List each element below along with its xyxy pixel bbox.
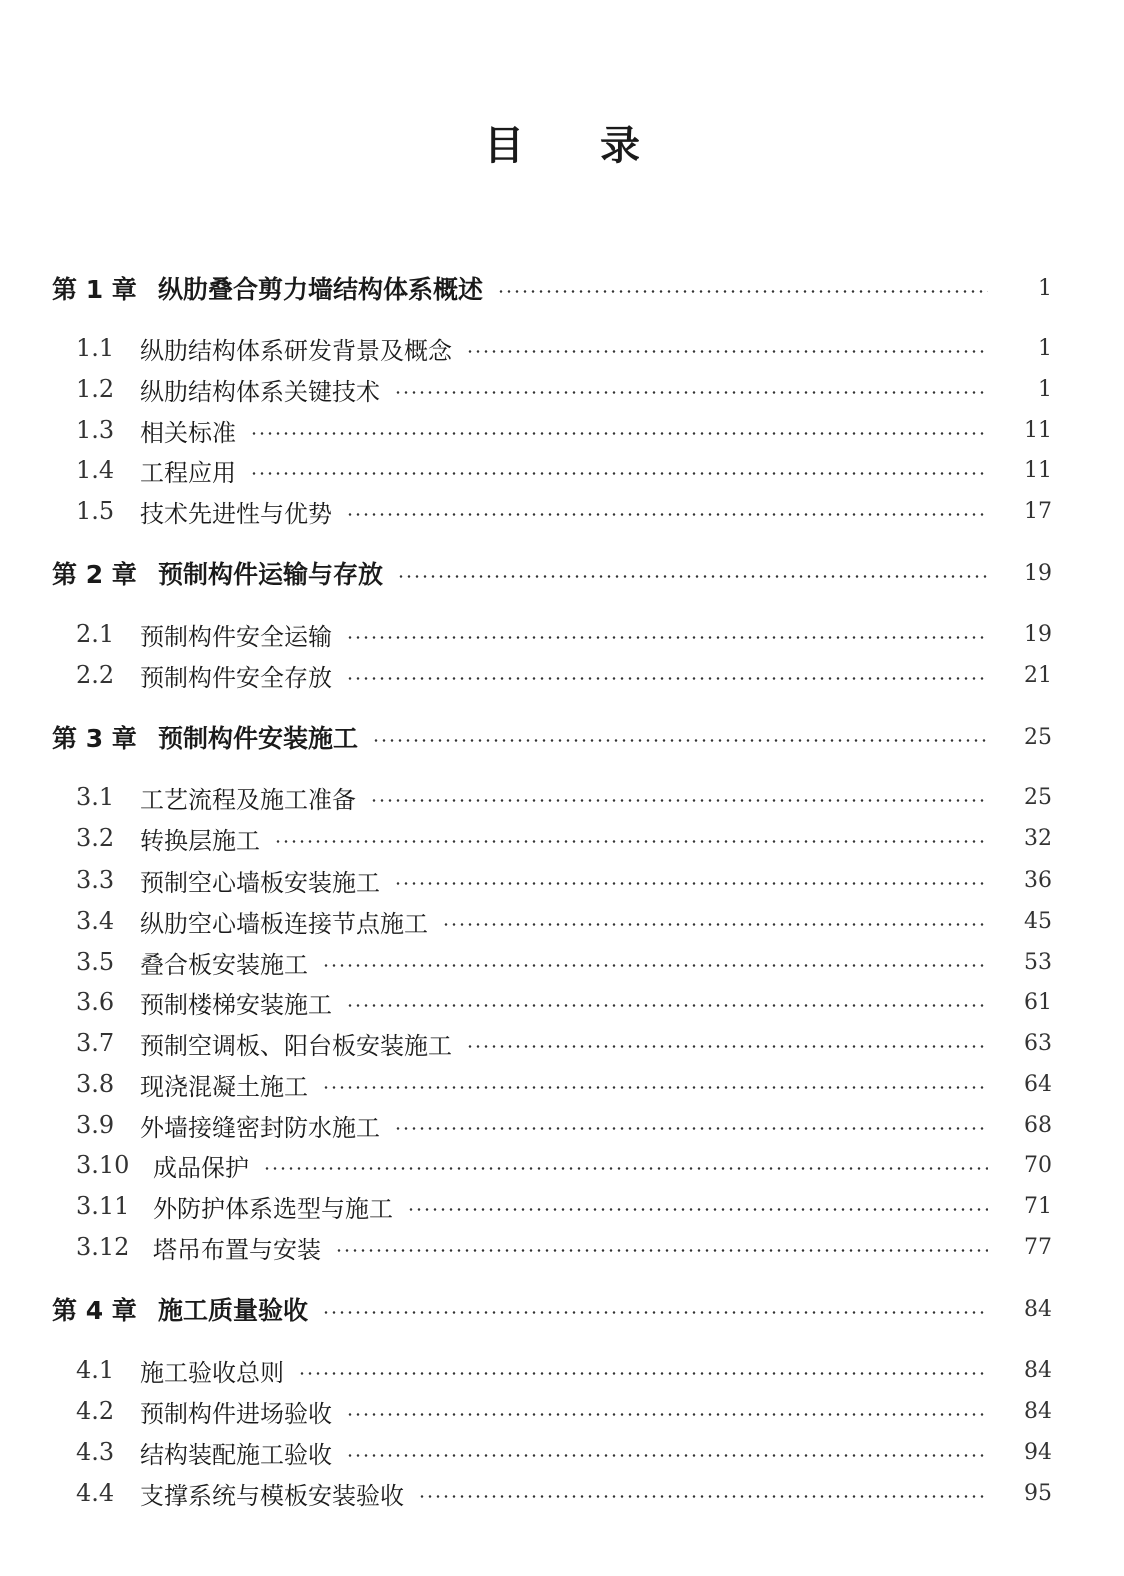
- toc-entry-number: 1.1: [76, 334, 115, 362]
- dot-leader: [298, 1372, 988, 1375]
- toc-entry-page: 1: [1038, 275, 1052, 301]
- toc-entry-title: 工程应用: [140, 458, 236, 487]
- toc-chapter-entry[interactable]: [0, 720, 1124, 754]
- toc-chapter-entry[interactable]: [0, 271, 1124, 305]
- toc-entry-title: 预制构件安全运输: [140, 622, 332, 651]
- dot-leader: [250, 472, 988, 475]
- toc-section-entry[interactable]: [0, 617, 1124, 651]
- toc-entry-page: 84: [1024, 1357, 1052, 1383]
- toc-entry-title: 预制楼梯安装施工: [140, 990, 332, 1019]
- toc-entry-number: 4.1: [76, 1356, 115, 1384]
- toc-entry-number: 3.11: [76, 1192, 130, 1220]
- dot-leader: [346, 513, 988, 516]
- toc-entry-title: 叠合板安装施工: [140, 950, 308, 979]
- toc-entry-page: 45: [1024, 908, 1052, 934]
- dot-leader: [263, 1167, 988, 1170]
- toc-entry-title: 纵肋结构体系关键技术: [140, 377, 380, 406]
- dot-leader: [370, 799, 988, 802]
- toc-entry-page: 25: [1024, 724, 1052, 750]
- toc-section-entry[interactable]: [0, 413, 1124, 447]
- toc-entry-number: 3.9: [76, 1111, 115, 1139]
- toc-entry-number: 第 4 章: [52, 1296, 137, 1325]
- toc-entry-number: 1.3: [76, 416, 115, 444]
- toc-section-entry[interactable]: [0, 1189, 1124, 1223]
- page-title-part1: 目: [484, 123, 524, 169]
- toc-entry-number: 3.7: [76, 1029, 115, 1057]
- dot-leader: [322, 1086, 988, 1089]
- toc-entry-title: 预制构件安装施工: [158, 724, 359, 753]
- toc-entry-page: 84: [1024, 1398, 1052, 1424]
- dot-leader: [372, 739, 988, 742]
- toc-entry-number: 第 1 章: [52, 275, 137, 304]
- toc-chapter-entry[interactable]: [0, 1292, 1124, 1326]
- dot-leader: [394, 1127, 988, 1130]
- toc-section-entry[interactable]: [0, 453, 1124, 487]
- toc-entry-title: 预制空调板、阳台板安装施工: [140, 1031, 452, 1060]
- toc-entry-number: 第 3 章: [52, 724, 137, 753]
- toc-section-entry[interactable]: [0, 1067, 1124, 1101]
- toc-section-entry[interactable]: [0, 945, 1124, 979]
- dot-leader: [418, 1495, 988, 1498]
- toc-section-entry[interactable]: [0, 372, 1124, 406]
- toc-entry-title: 施工质量验收: [158, 1296, 309, 1325]
- toc-entry-page: 17: [1024, 498, 1052, 524]
- toc-entry-page: 95: [1024, 1480, 1052, 1506]
- dot-leader: [394, 882, 988, 885]
- dot-leader: [466, 1045, 988, 1048]
- toc-section-entry[interactable]: [0, 780, 1124, 814]
- toc-entry-title: 预制空心墙板安装施工: [140, 868, 380, 897]
- toc-entry-number: 3.3: [76, 866, 115, 894]
- toc-section-entry[interactable]: [0, 1230, 1124, 1264]
- toc-entry-number: 3.4: [76, 907, 115, 935]
- dot-leader: [335, 1249, 988, 1252]
- toc-section-entry[interactable]: [0, 1108, 1124, 1142]
- toc-entry-number: 3.2: [76, 824, 115, 852]
- dot-leader: [442, 923, 988, 926]
- toc-entry-title: 纵肋空心墙板连接节点施工: [140, 909, 428, 938]
- toc-entry-title: 技术先进性与优势: [140, 499, 332, 528]
- toc-entry-page: 25: [1024, 784, 1052, 810]
- toc-section-entry[interactable]: [0, 904, 1124, 938]
- toc-chapter-entry[interactable]: [0, 556, 1124, 590]
- dot-leader: [466, 350, 988, 353]
- toc-section-entry[interactable]: [0, 821, 1124, 855]
- toc-section-entry[interactable]: [0, 658, 1124, 692]
- toc-entry-title: 预制构件进场验收: [140, 1399, 332, 1428]
- dot-leader: [274, 840, 988, 843]
- toc-entry-title: 相关标准: [140, 418, 236, 447]
- toc-entry-title: 结构装配施工验收: [140, 1440, 332, 1469]
- dot-leader: [322, 1311, 988, 1314]
- toc-entry-page: 1: [1038, 376, 1052, 402]
- dot-leader: [407, 1208, 988, 1211]
- toc-section-entry[interactable]: [0, 1435, 1124, 1469]
- toc-entry-title: 工艺流程及施工准备: [140, 785, 356, 814]
- page-title-part2: 录: [600, 123, 640, 169]
- dot-leader: [346, 1454, 988, 1457]
- toc-entry-page: 53: [1024, 949, 1052, 975]
- toc-entry-number: 4.2: [76, 1397, 115, 1425]
- toc-entry-title: 外防护体系选型与施工: [153, 1194, 393, 1223]
- dot-leader: [346, 1413, 988, 1416]
- toc-section-entry[interactable]: [0, 985, 1124, 1019]
- toc-entry-page: 11: [1024, 457, 1052, 483]
- toc-section-entry[interactable]: [0, 1148, 1124, 1182]
- toc-entry-page: 36: [1024, 867, 1052, 893]
- toc-entry-page: 19: [1024, 621, 1052, 647]
- toc-entry-number: 3.6: [76, 988, 115, 1016]
- toc-entry-number: 4.3: [76, 1438, 115, 1466]
- toc-entry-title: 预制构件安全存放: [140, 663, 332, 692]
- toc-section-entry[interactable]: [0, 863, 1124, 897]
- dot-leader: [346, 677, 988, 680]
- toc-entry-page: 61: [1024, 989, 1052, 1015]
- dot-leader: [346, 636, 988, 639]
- toc-entry-page: 63: [1024, 1030, 1052, 1056]
- toc-entry-title: 纵肋叠合剪力墙结构体系概述: [158, 275, 484, 304]
- toc-entry-page: 94: [1024, 1439, 1052, 1465]
- toc-entry-page: 68: [1024, 1112, 1052, 1138]
- toc-section-entry[interactable]: [0, 494, 1124, 528]
- toc-entry-page: 21: [1024, 662, 1052, 688]
- toc-entry-page: 71: [1024, 1193, 1052, 1219]
- toc-section-entry[interactable]: [0, 1476, 1124, 1510]
- toc-entry-title: 施工验收总则: [140, 1358, 284, 1387]
- toc-entry-title: 现浇混凝土施工: [140, 1072, 308, 1101]
- dot-leader: [397, 575, 988, 578]
- toc-entry-number: 3.8: [76, 1070, 115, 1098]
- toc-entry-number: 2.1: [76, 620, 115, 648]
- dot-leader: [250, 432, 988, 435]
- toc-entry-number: 3.12: [76, 1233, 130, 1261]
- dot-leader: [394, 391, 988, 394]
- toc-entry-number: 3.1: [76, 783, 115, 811]
- toc-entry-page: 70: [1024, 1152, 1052, 1178]
- dot-leader: [497, 290, 988, 293]
- toc-entry-number: 3.5: [76, 948, 115, 976]
- toc-entry-page: 84: [1024, 1296, 1052, 1322]
- dot-leader: [346, 1004, 988, 1007]
- toc-entry-page: 1: [1038, 335, 1052, 361]
- toc-section-entry[interactable]: [0, 1353, 1124, 1387]
- toc-entry-page: 77: [1024, 1234, 1052, 1260]
- toc-entry-number: 1.5: [76, 497, 115, 525]
- toc-entry-number: 1.4: [76, 456, 115, 484]
- toc-entry-page: 11: [1024, 417, 1052, 443]
- toc-section-entry[interactable]: [0, 1026, 1124, 1060]
- toc-entry-number: 第 2 章: [52, 560, 137, 589]
- toc-entry-title: 成品保护: [153, 1153, 249, 1182]
- toc-entry-number: 1.2: [76, 375, 115, 403]
- toc-section-entry[interactable]: [0, 331, 1124, 365]
- toc-entry-title: 纵肋结构体系研发背景及概念: [140, 336, 452, 365]
- dot-leader: [322, 964, 988, 967]
- toc-entry-number: 3.10: [76, 1151, 130, 1179]
- toc-entry-page: 19: [1024, 560, 1052, 586]
- toc-entry-page: 32: [1024, 825, 1052, 851]
- toc-entry-page: 64: [1024, 1071, 1052, 1097]
- toc-entry-number: 2.2: [76, 661, 115, 689]
- toc-entry-number: 4.4: [76, 1479, 115, 1507]
- toc-entry-title: 支撑系统与模板安装验收: [140, 1481, 404, 1510]
- toc-entry-title: 外墙接缝密封防水施工: [140, 1113, 380, 1142]
- toc-section-entry[interactable]: [0, 1394, 1124, 1428]
- toc-entry-title: 转换层施工: [140, 826, 260, 855]
- toc-entry-title: 塔吊布置与安装: [153, 1235, 321, 1264]
- toc-entry-title: 预制构件运输与存放: [158, 560, 384, 589]
